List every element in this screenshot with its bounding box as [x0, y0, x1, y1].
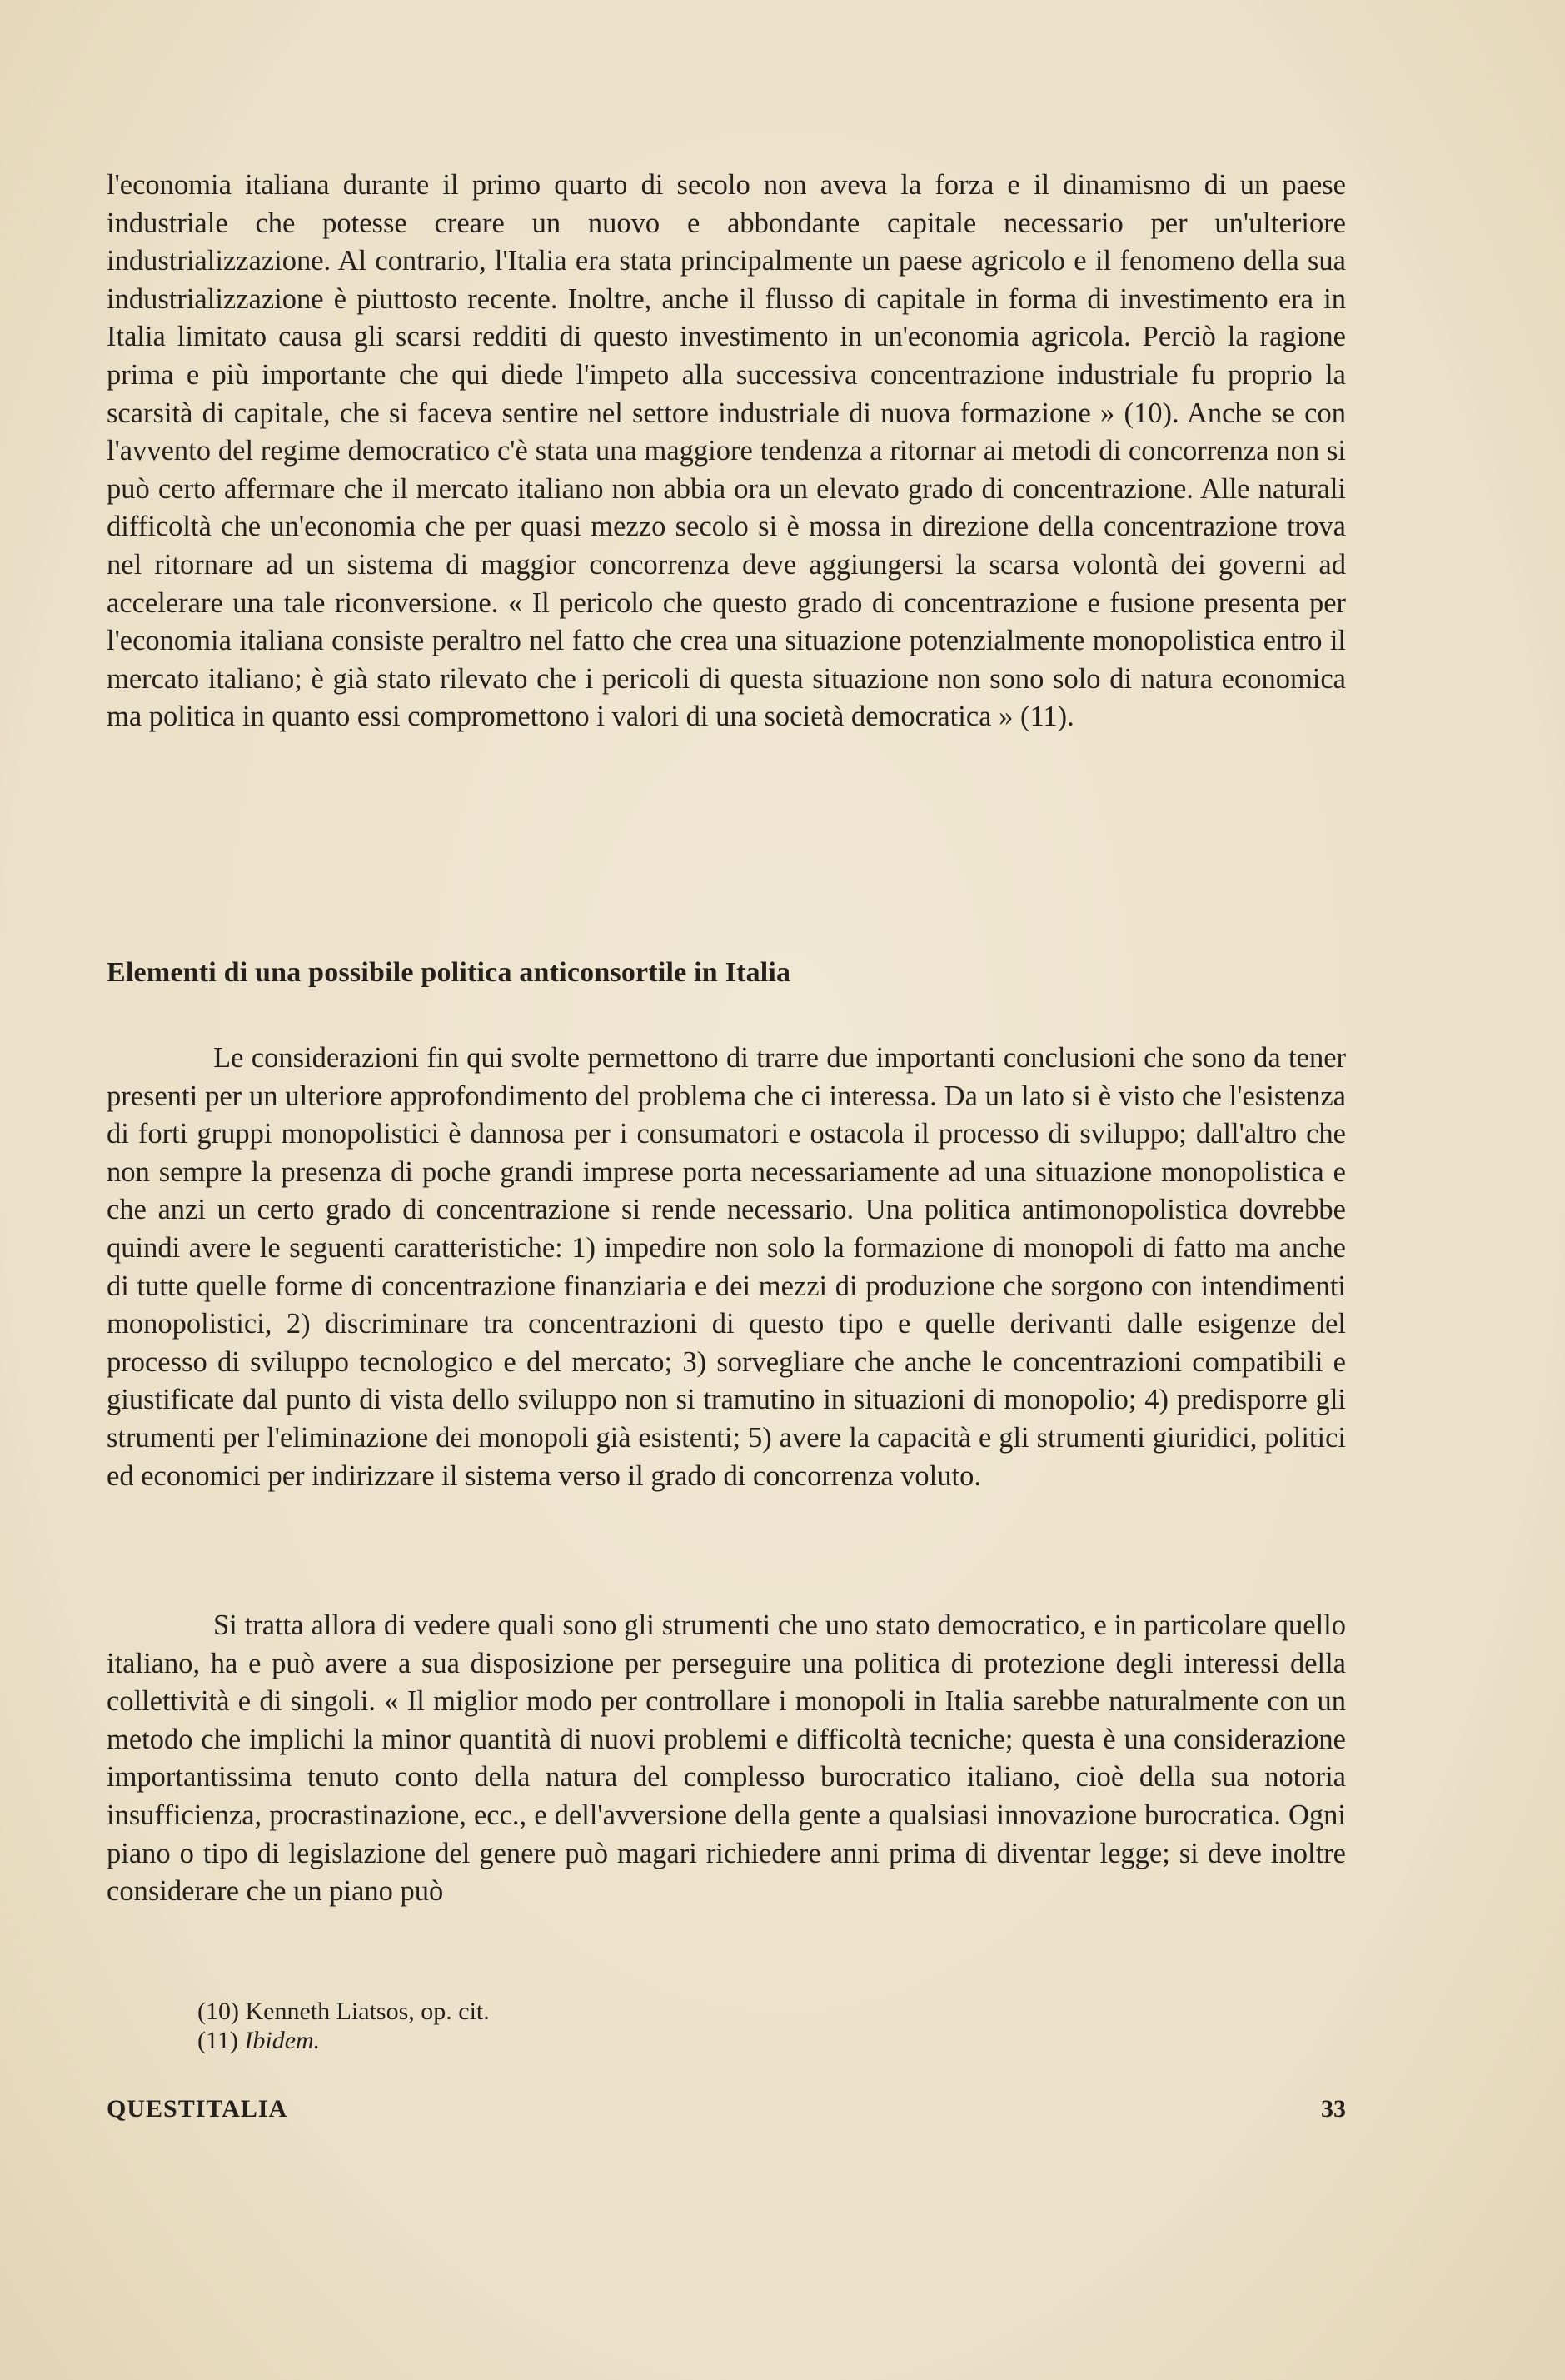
footnote-text: Kenneth Liatsos, op. cit.	[245, 1998, 490, 2025]
body-paragraph-2: Le considerazioni fin qui svolte permettono di trarre due importanti conclusioni che sono da tener presenti per un ulteriore approfondimento del problema che ci interessa. Da un lato si è visto che l'esistenza di forti gruppi monopolistici è dannosa per i consumatori e ostacola il processo di sviluppo; dall'altro che non sempre la presenza di poche grandi imprese porta necessariamente ad una situazione monopolistica e che anzi un certo grado di concentrazione si rende necessario. Una politica antimonopolistica dovrebbe quindi avere le seguenti caratteristiche: 1) impedire non solo la formazione di monopoli di fatto ma anche di tutte quelle forme di concentrazione finanziaria e dei mezzi di produzione che sorgono con intendimenti monopolistici, 2) discriminare tra concentrazioni di questo tipo e quelle derivanti dalle esigenze del processo di sviluppo tecnologico e del mercato; 3) sorvegliare che anche le concentrazioni compatibili e giustificate dal punto di vista dello sviluppo non si tramutino in situazioni di monopolio; 4) predisporre gli strumenti per l'eliminazione dei monopoli già esistenti; 5) avere la capacità e gli strumenti giuridici, politici ed economici per indirizzare il sistema verso il grado di concorrenza voluto.	[107, 1042, 1346, 1492]
footnote-marker: (10)	[197, 1998, 239, 2025]
page-number: 33	[1321, 2095, 1346, 2123]
footnote-11	[197, 2026, 490, 2055]
body-paragraph-3: Si tratta allora di vedere quali sono gli strumenti che uno stato democratico, e in particolare quello italiano, ha e può avere a sua disposizione per perseguire una politica di protezione degli interessi della collettività e di singoli. « Il miglior modo per controllare i monopoli in Italia sarebbe naturalmente con un metodo che implichi la minor quantità di nuovi problemi e difficoltà tecniche; questa è una considerazione importantissima tenuto conto della natura del complesso burocratico italiano, cioè della sua notoria insufficienza, procrastinazione, ecc., e dell'avversione della gente a qualsiasi innovazione burocratica. Ogni piano o tipo di legislazione del genere può magari richiedere anni prima di diventar legge; si deve inoltre considerare che un piano può	[107, 1609, 1346, 1908]
footnotes	[197, 1997, 490, 2055]
footnote-text: Ibidem.	[244, 2027, 321, 2054]
section-heading: Elementi di una possibile politica anticonsortile in Italia	[107, 957, 791, 988]
journal-name: QUESTITALIA	[107, 2095, 288, 2123]
footnote-marker: (11)	[197, 2027, 238, 2054]
body-paragraph-1: l'economia italiana durante il primo quarto di secolo non aveva la forza e il dinamismo di un paese industriale che potesse creare un nuovo e abbondante capitale necessario per un'ulteriore industrializzazione. Al contrario, l'Italia era stata principalmente un paese agricolo e il fenomeno della sua industrializzazione è piuttosto recente. Inoltre, anche il flusso di capitale in forma di investimento era in Italia limitato causa gli scarsi redditi di questo investimento in un'economia agricola. Perciò la ragione prima e più importante che qui diede l'impeto alla successiva concentrazione industriale fu proprio la scarsità di capitale, che si faceva sentire nel settore industriale di nuova formazione » (10). Anche se con l'avvento del regime democratico c'è stata una maggiore tendenza a ritornar ai metodi di concorrenza non si può certo affermare che il mercato italiano non abbia ora un elevato grado di concentrazione. Alle naturali difficoltà che un'economia che per quasi mezzo secolo si è mossa in direzione della concentrazione trova nel ritornare ad un sistema di maggior concorrenza deve aggiungersi la scarsa volontà dei governi ad accelerare una tale riconversione. « Il pericolo che questo grado di concentrazione e fusione presenta per l'economia italiana consiste peraltro nel fatto che crea una situazione potenzialmente monopolistica entro il mercato italiano; è già stato rilevato che i pericoli di questa situazione non sono solo di natura economica ma politica in quanto essi compromettono i valori di una società democratica » (11).	[107, 169, 1346, 733]
footnote-10	[197, 1997, 490, 2026]
